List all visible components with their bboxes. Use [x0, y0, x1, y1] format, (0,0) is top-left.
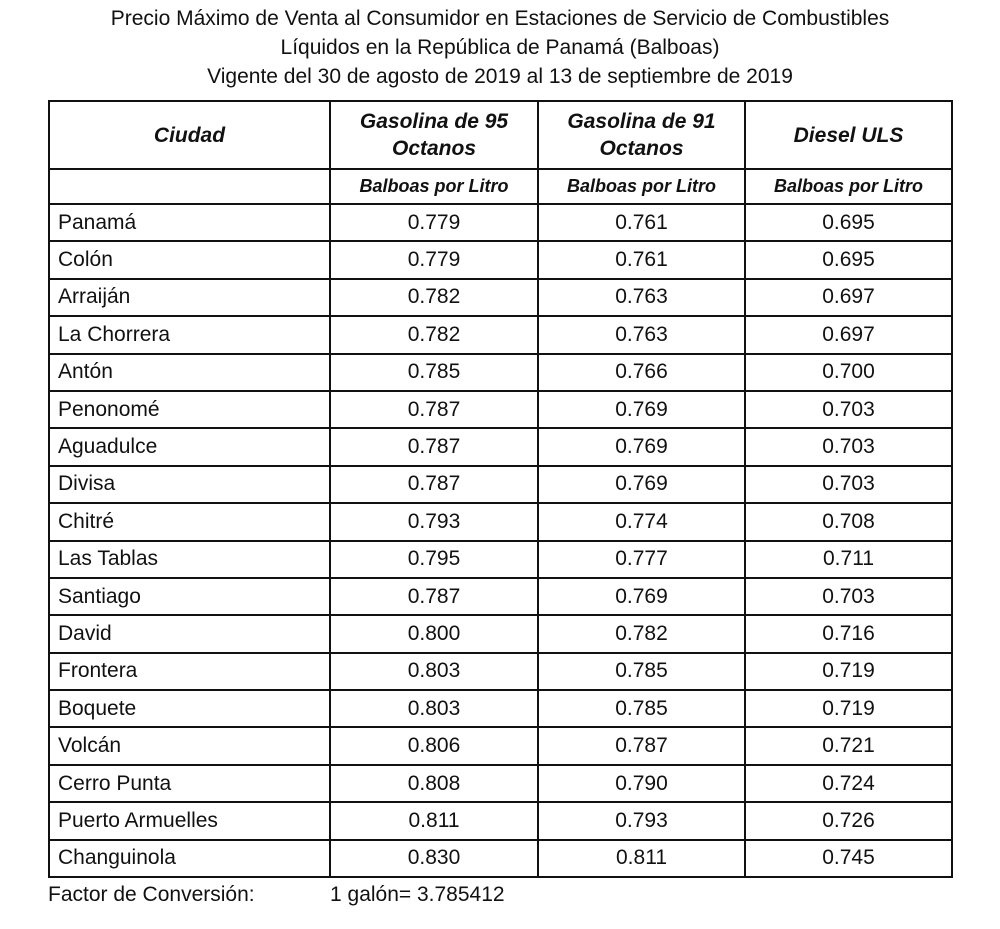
- diesel-cell: 0.703: [745, 391, 952, 428]
- diesel-cell: 0.697: [745, 279, 952, 316]
- gasolina-91-cell: 0.785: [538, 690, 745, 727]
- conversion-footer: [48, 883, 505, 907]
- diesel-cell: 0.697: [745, 316, 952, 353]
- gasolina-91-cell: 0.761: [538, 204, 745, 241]
- gasolina-95-cell: 0.782: [330, 316, 538, 353]
- diesel-cell: 0.703: [745, 466, 952, 503]
- gasolina-95-cell: 0.830: [330, 840, 538, 877]
- table-row: [49, 615, 952, 652]
- diesel-cell: 0.724: [745, 765, 952, 802]
- diesel-cell: 0.719: [745, 653, 952, 690]
- gasolina-95-cell: 0.806: [330, 727, 538, 764]
- table-row: [49, 466, 952, 503]
- price-table: [48, 100, 953, 878]
- table-row: [49, 204, 952, 241]
- gasolina-95-cell: 0.785: [330, 354, 538, 391]
- gasolina-91-cell: 0.790: [538, 765, 745, 802]
- city-cell: Aguadulce: [49, 428, 330, 465]
- city-cell: Las Tablas: [49, 541, 330, 578]
- gasolina-91-cell: 0.811: [538, 840, 745, 877]
- city-cell: David: [49, 615, 330, 652]
- gasolina-91-cell: 0.769: [538, 466, 745, 503]
- unit-gasolina-91: Balboas por Litro: [538, 169, 745, 204]
- gasolina-91-cell: 0.763: [538, 279, 745, 316]
- city-cell: Frontera: [49, 653, 330, 690]
- table-row: [49, 578, 952, 615]
- gasolina-95-cell: 0.800: [330, 615, 538, 652]
- city-cell: Cerro Punta: [49, 765, 330, 802]
- header-row: [49, 101, 952, 169]
- title-line-3: Vigente del 30 de agosto de 2019 al 13 de septiembre de 2019: [207, 65, 793, 88]
- table-row: [49, 279, 952, 316]
- table-row: [49, 391, 952, 428]
- unit-gasolina-95: Balboas por Litro: [330, 169, 538, 204]
- gasolina-91-cell: 0.763: [538, 316, 745, 353]
- gasolina-95-cell: 0.787: [330, 466, 538, 503]
- city-cell: Puerto Armuelles: [49, 802, 330, 839]
- city-cell: Panamá: [49, 204, 330, 241]
- gasolina-91-cell: 0.766: [538, 354, 745, 391]
- diesel-cell: 0.711: [745, 541, 952, 578]
- city-cell: Arraiján: [49, 279, 330, 316]
- gasolina-91-cell: 0.782: [538, 615, 745, 652]
- diesel-cell: 0.700: [745, 354, 952, 391]
- gasolina-91-cell: 0.769: [538, 428, 745, 465]
- gasolina-95-cell: 0.782: [330, 279, 538, 316]
- gasolina-95-cell: 0.795: [330, 541, 538, 578]
- city-cell: Santiago: [49, 578, 330, 615]
- city-cell: Chitré: [49, 503, 330, 540]
- city-cell: Antón: [49, 354, 330, 391]
- table-row: [49, 802, 952, 839]
- table-row: [49, 653, 952, 690]
- header-gasolina-91: Gasolina de 91 Octanos: [538, 101, 745, 169]
- gasolina-91-cell: 0.785: [538, 653, 745, 690]
- price-rows: [49, 204, 952, 877]
- diesel-cell: 0.703: [745, 428, 952, 465]
- gasolina-91-cell: 0.769: [538, 578, 745, 615]
- header-city: Ciudad: [49, 101, 330, 169]
- conversion-value: 1 galón= 3.785412: [330, 883, 505, 906]
- table-row: [49, 503, 952, 540]
- units-row: [49, 169, 952, 204]
- table-row: [49, 541, 952, 578]
- city-cell: La Chorrera: [49, 316, 330, 353]
- page-title: [0, 4, 1000, 91]
- table-row: [49, 428, 952, 465]
- header-gasolina-95: Gasolina de 95 Octanos: [330, 101, 538, 169]
- gasolina-95-cell: 0.808: [330, 765, 538, 802]
- city-cell: Changuinola: [49, 840, 330, 877]
- table-row: [49, 690, 952, 727]
- unit-city-empty: [49, 169, 330, 204]
- table-row: [49, 840, 952, 877]
- city-cell: Colón: [49, 241, 330, 278]
- gasolina-91-cell: 0.761: [538, 241, 745, 278]
- diesel-cell: 0.716: [745, 615, 952, 652]
- diesel-cell: 0.703: [745, 578, 952, 615]
- diesel-cell: 0.708: [745, 503, 952, 540]
- diesel-cell: 0.726: [745, 802, 952, 839]
- gasolina-95-cell: 0.779: [330, 204, 538, 241]
- gasolina-95-cell: 0.787: [330, 578, 538, 615]
- gasolina-95-cell: 0.787: [330, 428, 538, 465]
- gasolina-95-cell: 0.779: [330, 241, 538, 278]
- table-row: [49, 241, 952, 278]
- gasolina-91-cell: 0.787: [538, 727, 745, 764]
- table-row: [49, 316, 952, 353]
- conversion-label: Factor de Conversión:: [48, 883, 255, 906]
- diesel-cell: 0.695: [745, 204, 952, 241]
- table-row: [49, 765, 952, 802]
- city-cell: Penonomé: [49, 391, 330, 428]
- gasolina-95-cell: 0.803: [330, 690, 538, 727]
- diesel-cell: 0.745: [745, 840, 952, 877]
- title-line-2: Líquidos en la República de Panamá (Balboas): [280, 36, 720, 59]
- gasolina-95-cell: 0.803: [330, 653, 538, 690]
- header-diesel: Diesel ULS: [745, 101, 952, 169]
- diesel-cell: 0.719: [745, 690, 952, 727]
- diesel-cell: 0.721: [745, 727, 952, 764]
- gasolina-91-cell: 0.769: [538, 391, 745, 428]
- diesel-cell: 0.695: [745, 241, 952, 278]
- title-line-1: Precio Máximo de Venta al Consumidor en Estaciones de Servicio de Combustibles: [110, 7, 890, 30]
- gasolina-95-cell: 0.811: [330, 802, 538, 839]
- gasolina-91-cell: 0.774: [538, 503, 745, 540]
- table-row: [49, 727, 952, 764]
- city-cell: Divisa: [49, 466, 330, 503]
- city-cell: Boquete: [49, 690, 330, 727]
- unit-diesel: Balboas por Litro: [745, 169, 952, 204]
- gasolina-95-cell: 0.793: [330, 503, 538, 540]
- table-row: [49, 354, 952, 391]
- gasolina-91-cell: 0.777: [538, 541, 745, 578]
- city-cell: Volcán: [49, 727, 330, 764]
- gasolina-91-cell: 0.793: [538, 802, 745, 839]
- gasolina-95-cell: 0.787: [330, 391, 538, 428]
